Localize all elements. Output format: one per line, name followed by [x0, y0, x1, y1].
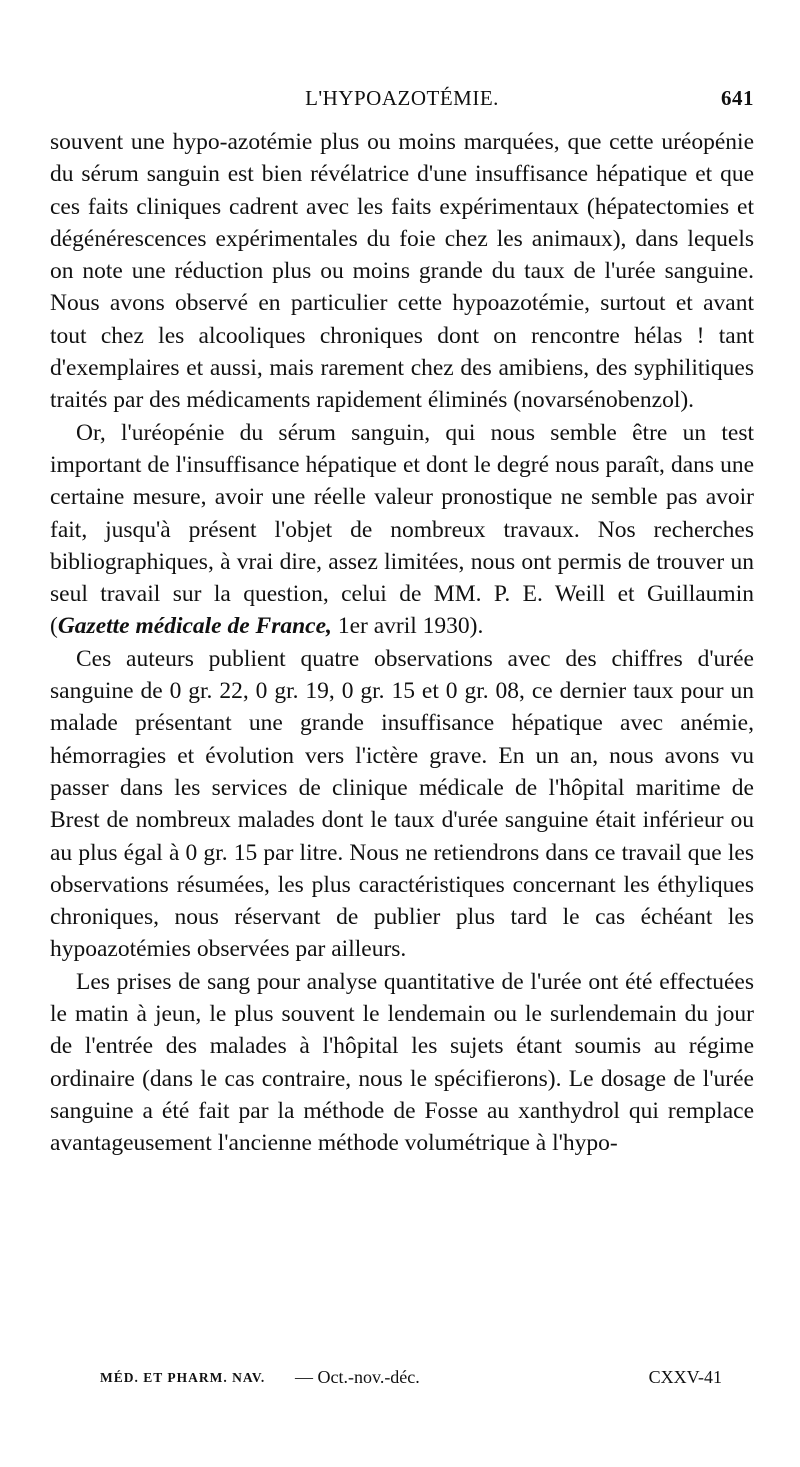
page-number: 641	[721, 86, 754, 110]
footer-signature: CXXV-41	[648, 1367, 722, 1387]
paragraph-2-text: Or, l'uréopénie du sérum sanguin, qui nous semble être un test important de l'insuffisance hépatique et dont le degré nous paraît, dans une certaine mesure, avoir une réelle valeur pronostique ne semble pas avoir fait, jusqu'à présent l'objet de nombreux travaux. Nos recherches bibliographiques, à vrai dire, assez limitées, nous ont permis de trouver un seul travail sur la question, celui de MM. P. E. Weill et Guillaumin (	[50, 419, 754, 640]
citation-gazette: Gazette médicale de France,	[57, 613, 332, 640]
paragraph-4: Les prises de sang pour analyse quantitative de l'urée ont été effectuées le matin à jeun, le plus souvent le lendemain ou le surlendemain du jour de l'entrée des malades à l'hôpital les sujets étant soumis au régime ordinaire (dans le cas contraire, nous le spécifierons). Le dosage de l'urée sanguine a été fait par la méthode de Fosse au xanthydrol qui remplace avantageusement l'ancienne méthode volumétrique à l'hypo-	[50, 968, 754, 1157]
paragraph-3: Ces auteurs publient quatre observations avec des chiffres d'urée sanguine de 0 gr. 22, 0 gr. 19, 0 gr. 15 et 0 gr. 08, ce dernier taux pour un malade présentant une grande insuffisance hépatique avec anémie, hémorragies et évolution vers l'ictère grave. En un an, nous avons vu passer dans les services de clinique médicale de l'hôpital maritime de Brest de nombreux malades dont le taux d'urée sanguine était inférieur ou au plus égal à 0 gr. 15 par litre. Nous ne retiendrons dans ce travail que les observations résumées, les plus caractéristiques concernant les éthyliques chroniques, nous réservant de publier plus tard le cas échéant les hypoazotémies observées par ailleurs.	[50, 645, 754, 963]
running-title: L'HYPOAZOTÉMIE.	[305, 86, 499, 110]
footer-issue: — Oct.-nov.-déc.	[295, 1367, 420, 1387]
body-text	[50, 126, 754, 1160]
page	[50, 80, 754, 1160]
citation-date: 1er avril 1930).	[331, 613, 484, 640]
page-footer	[100, 1367, 722, 1400]
paragraph-2	[50, 417, 754, 643]
paragraph-1: souvent une hypo-azotémie plus ou moins marquées, que cette uréopénie du sérum sanguin est bien révélatrice d'une insuffisance hépatique et que ces faits cliniques cadrent avec les faits expérimentaux (hépatectomies et dégénérescences expérimentales du foie chez les animaux), dans lequels on note une réduction plus ou moins grande du taux de l'urée sanguine. Nous avons observé en particulier cette hypoazotémie, surtout et avant tout chez les alcooliques chroniques dont on rencontre hélas ! tant d'exemplaires et aussi, mais rarement chez des amibiens, des syphilitiques traités par des médicaments rapidement éliminés (novarsénobenzol).	[50, 129, 754, 414]
footer-journal: MÉD. ET PHARM. NAV.	[100, 1370, 266, 1385]
running-head	[50, 80, 754, 120]
